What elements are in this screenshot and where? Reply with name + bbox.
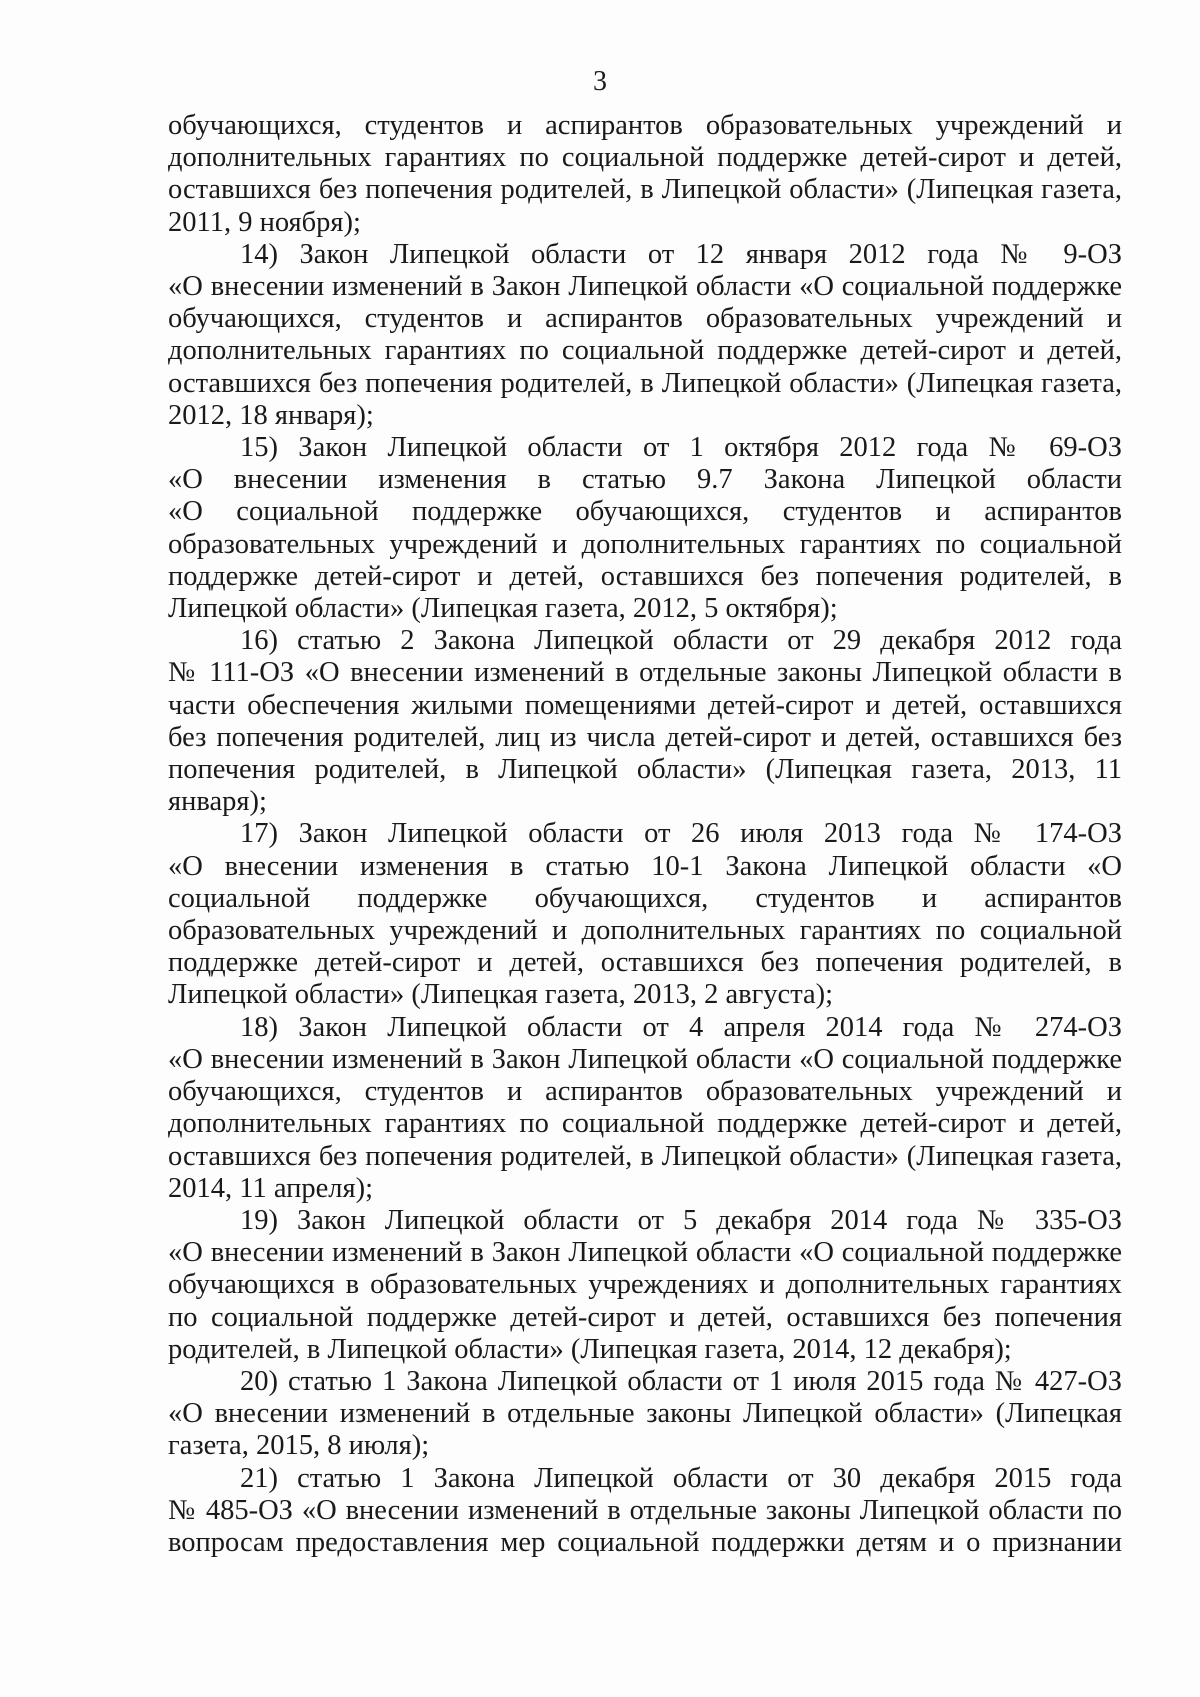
text-line: 16) статью 2 Закона Липецкой области от 29 декабря 2012 года (240, 625, 1122, 657)
document-body (168, 110, 1122, 1559)
text-line: родителей, в Липецкой области» (Липецкая газета, 2014, 12 декабря); (168, 1333, 1012, 1365)
text-line: 18) Закон Липецкой области от 4 апреля 2014 года № 274-ОЗ (240, 1011, 1122, 1043)
text-line: попечения родителей, в Липецкой области» (Липецкая газета, 2013, 11 (168, 754, 1122, 786)
text-line: «О внесении изменения в статью 9.7 Закона Липецкой области (168, 464, 1122, 496)
text-line: «О внесении изменений в отдельные законы Липецкой области» (Липецкая (168, 1398, 1122, 1430)
text-line: дополнительных гарантиях по социальной поддержке детей-сирот и детей, (168, 142, 1122, 174)
text-line: обучающихся, студентов и аспирантов образовательных учреждений и (168, 1076, 1122, 1108)
text-line: «О внесении изменений в Закон Липецкой области «О социальной поддержке (168, 1043, 1122, 1075)
text-line: поддержке детей-сирот и детей, оставшихся без попечения родителей, в (168, 947, 1122, 979)
text-line: 14) Закон Липецкой области от 12 января 2012 года № 9-ОЗ (240, 238, 1122, 270)
text-line: 17) Закон Липецкой области от 26 июля 2013 года № 174-ОЗ (240, 818, 1122, 850)
text-line: № 485-ОЗ «О внесении изменений в отдельные законы Липецкой области по (168, 1494, 1122, 1526)
text-line: обучающихся, студентов и аспирантов образовательных учреждений и (168, 110, 1122, 141)
text-line: оставшихся без попечения родителей, в Липецкой области» (Липецкая газета, (168, 174, 1122, 206)
text-line: по социальной поддержке детей-сирот и детей, оставшихся без попечения (168, 1301, 1122, 1333)
text-line: газета, 2015, 8 июля); (168, 1430, 430, 1462)
text-line: обучающихся, студентов и аспирантов образовательных учреждений и (168, 303, 1122, 335)
text-line: Липецкой области» (Липецкая газета, 2012, 5 октября); (168, 593, 838, 625)
text-line: 19) Закон Липецкой области от 5 декабря 2014 года № 335-ОЗ (240, 1204, 1122, 1236)
text-line: образовательных учреждений и дополнительных гарантиях по социальной (168, 915, 1122, 947)
text-line: части обеспечения жилыми помещениями детей-сирот и детей, оставшихся (168, 689, 1122, 721)
text-line: «О внесении изменений в Закон Липецкой области «О социальной поддержке (168, 271, 1122, 303)
text-line: № 111-ОЗ «О внесении изменений в отдельные законы Липецкой области в (168, 657, 1122, 689)
text-line: 2011, 9 ноября); (168, 206, 361, 238)
text-line: обучающихся в образовательных учреждениях и дополнительных гарантиях (168, 1269, 1122, 1301)
text-line: оставшихся без попечения родителей, в Липецкой области» (Липецкая газета, (168, 367, 1122, 399)
page-number: 3 (593, 66, 607, 97)
text-line: вопросам предоставления мер социальной поддержки детям и о признании (168, 1526, 1122, 1558)
text-line: дополнительных гарантиях по социальной поддержке детей-сирот и детей, (168, 1108, 1122, 1140)
text-line: 2012, 18 января); (168, 399, 374, 431)
text-line: без попечения родителей, лиц из числа детей-сирот и детей, оставшихся без (168, 721, 1122, 753)
text-line: «О внесении изменений в Закон Липецкой области «О социальной поддержке (168, 1237, 1122, 1269)
text-line: Липецкой области» (Липецкая газета, 2013, 2 августа); (168, 979, 834, 1011)
text-line: социальной поддержке обучающихся, студентов и аспирантов (168, 882, 1122, 914)
text-line: 2014, 11 апреля); (168, 1172, 373, 1204)
text-line: поддержке детей-сирот и детей, оставшихся без попечения родителей, в (168, 560, 1122, 592)
text-line: 20) статью 1 Закона Липецкой области от 1 июля 2015 года № 427-ОЗ (240, 1365, 1122, 1397)
text-line: оставшихся без попечения родителей, в Липецкой области» (Липецкая газета, (168, 1140, 1122, 1172)
text-line: «О внесении изменения в статью 10-1 Закона Липецкой области «О (168, 850, 1122, 882)
text-line: января); (168, 786, 267, 818)
text-line: «О социальной поддержке обучающихся, студентов и аспирантов (168, 496, 1122, 528)
text-line: 21) статью 1 Закона Липецкой области от 30 декабря 2015 года (240, 1462, 1122, 1494)
text-line: образовательных учреждений и дополнительных гарантиях по социальной (168, 528, 1122, 560)
text-line: дополнительных гарантиях по социальной поддержке детей-сирот и детей, (168, 335, 1122, 367)
text-line: 15) Закон Липецкой области от 1 октября 2012 года № 69-ОЗ (240, 432, 1122, 464)
